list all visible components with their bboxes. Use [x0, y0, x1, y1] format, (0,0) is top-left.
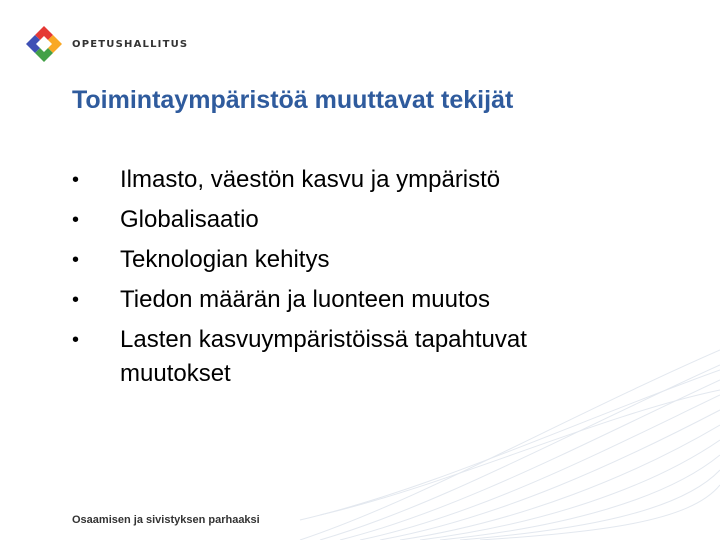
bullet-item [72, 320, 632, 391]
bullet-icon: • [72, 329, 80, 351]
diamond-logo-icon [24, 24, 64, 64]
bullet-icon: • [72, 249, 80, 271]
bullet-item [72, 160, 632, 200]
bullet-item [72, 240, 632, 280]
bullet-item [72, 280, 632, 320]
bullet-icon: • [72, 289, 80, 311]
bullet-text: Tiedon määrän ja luonteen muutos [120, 286, 491, 313]
bullet-text: Lasten kasvuympäristöissä tapahtuvat muutokset [120, 326, 527, 387]
bullet-text: Globalisaatio [120, 206, 259, 233]
footer-slogan: Osaamisen ja sivistyksen parhaaksi [72, 514, 260, 526]
slide-title: Toimintaympäristöä muuttavat tekijät [72, 86, 514, 114]
logo-text: OPETUSHALLITUS [72, 38, 189, 50]
bullet-icon: • [72, 169, 80, 191]
bullet-text: Teknologian kehitys [120, 246, 330, 273]
bullet-text: Ilmasto, väestön kasvu ja ympäristö [120, 166, 501, 193]
bullet-item [72, 200, 632, 240]
bullet-icon: • [72, 209, 80, 231]
bullet-list [72, 160, 632, 391]
opetushallitus-logo [24, 24, 188, 64]
